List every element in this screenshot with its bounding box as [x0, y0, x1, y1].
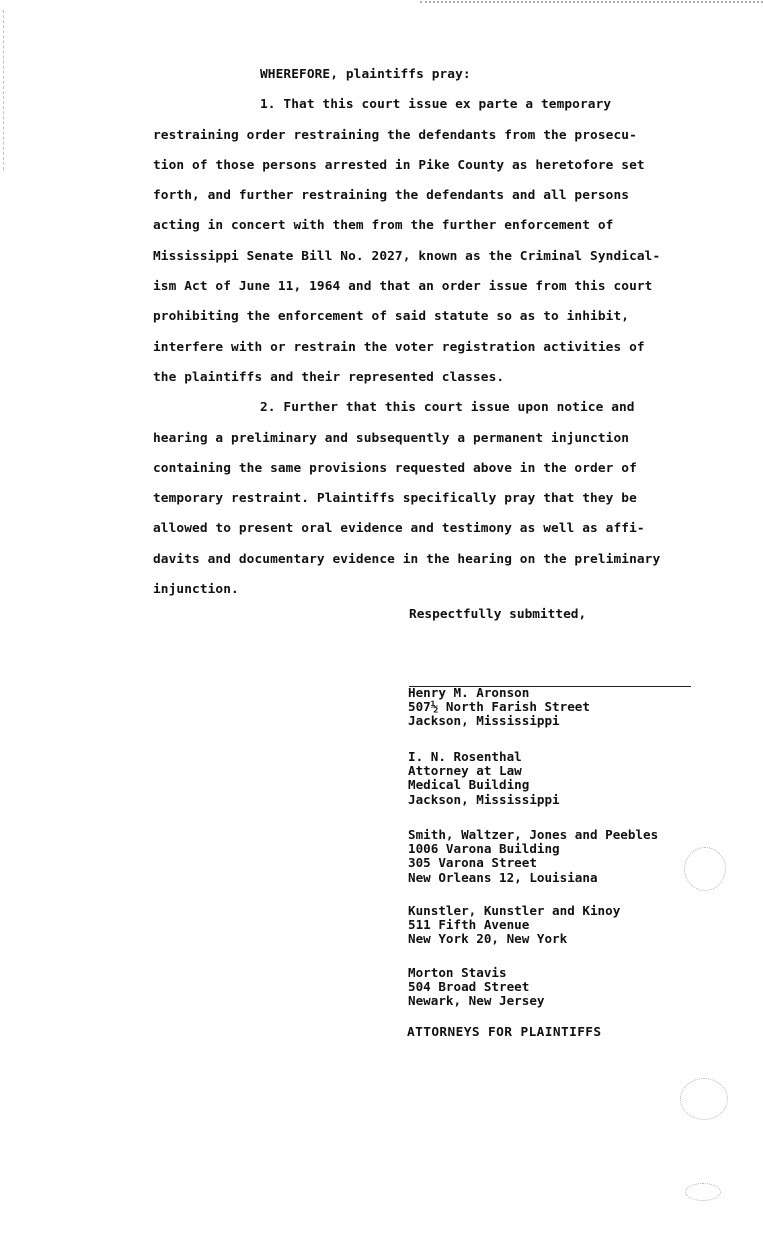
signatory-line: Kunstler, Kunstler and Kinoy — [408, 903, 621, 918]
signatory-line: 1006 Varona Building — [408, 841, 560, 857]
signatory-block — [408, 828, 658, 885]
signatory-line: 507½ North Farish Street — [408, 699, 590, 715]
signatory-line: Henry M. Aronson — [408, 685, 530, 700]
prayer-1-line: Mississippi Senate Bill No. 2027, known as the Criminal Syndical- — [153, 248, 661, 264]
scan-margin-mark — [3, 10, 4, 170]
prayer-2-line: containing the same provisions requested above in the order of — [153, 460, 637, 476]
signatory-line: New Orleans 12, Louisiana — [408, 869, 598, 885]
prayer-heading: WHEREFORE, plaintiffs pray: — [260, 67, 471, 82]
signatory-block — [408, 904, 620, 947]
signatory-line: Newark, New Jersey — [408, 993, 545, 1009]
closing-salutation: Respectfully submitted, — [409, 607, 587, 622]
faint-stamp-mark — [685, 1183, 721, 1201]
prayer-2-line: injunction. — [153, 582, 239, 598]
prayer-1-line: tion of those persons arrested in Pike County as heretofore set — [153, 157, 645, 173]
document-body — [153, 60, 743, 605]
signatory-line: 511 Fifth Avenue — [408, 917, 530, 933]
prayer-1-line: acting in concert with them from the further enforcement of — [153, 218, 614, 234]
signatory-line: Jackson, Mississippi — [408, 713, 560, 729]
prayer-1-line: restraining order restraining the defendants from the prosecu- — [153, 127, 637, 143]
signatory-line: Jackson, Mississippi — [408, 791, 560, 807]
signatory-line: Medical Building — [408, 777, 530, 793]
prayer-1-line: interfere with or restrain the voter registration activities of — [153, 339, 645, 355]
signatory-block — [408, 686, 590, 729]
signatory-block — [408, 750, 560, 807]
signatory-line: New York 20, New York — [408, 931, 568, 947]
prayer-1-line: forth, and further restraining the defendants and all persons — [153, 188, 630, 204]
prayer-2-line: 2. Further that this court issue upon notice and — [260, 400, 635, 416]
signatory-line: I. N. Rosenthal — [408, 749, 522, 764]
faint-stamp-mark — [680, 1078, 728, 1120]
prayer-1-line: prohibiting the enforcement of said statute so as to inhibit, — [153, 309, 630, 325]
signatory-line: 305 Varona Street — [408, 855, 537, 871]
signatory-line: Morton Stavis — [408, 965, 507, 980]
signatory-line: Smith, Waltzer, Jones and Peebles — [408, 827, 659, 842]
prayer-2-line: allowed to present oral evidence and testimony as well as affi- — [153, 521, 645, 537]
attorneys-label: ATTORNEYS FOR PLAINTIFFS — [407, 1025, 602, 1040]
signatory-line: Attorney at Law — [408, 763, 522, 779]
faint-stamp-mark — [684, 847, 726, 891]
prayer-1-line: 1. That this court issue ex parte a temporary — [260, 97, 612, 113]
prayer-2-line: davits and documentary evidence in the hearing on the preliminary — [153, 551, 661, 567]
signatory-block — [408, 966, 544, 1009]
prayer-2-line: hearing a preliminary and subsequently a permanent injunction — [153, 430, 630, 446]
prayer-2-line: temporary restraint. Plaintiffs specifically pray that they be — [153, 491, 637, 507]
prayer-1-line: ism Act of June 11, 1964 and that an order issue from this court — [153, 279, 653, 295]
scan-edge-mark — [420, 1, 763, 3]
prayer-1-line: the plaintiffs and their represented classes. — [153, 369, 505, 385]
signatory-line: 504 Broad Street — [408, 979, 530, 995]
